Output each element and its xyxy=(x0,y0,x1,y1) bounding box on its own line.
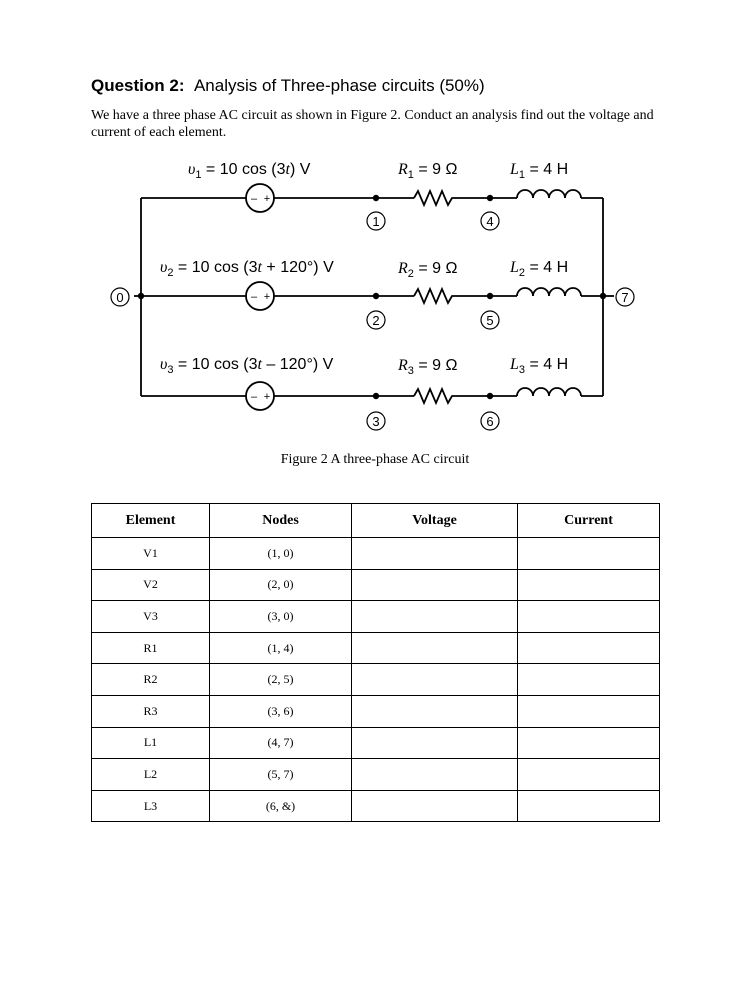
inductor-l3-label: $L_3 = 4$ H xyxy=(510,356,569,376)
resistor-r2 xyxy=(414,289,455,303)
current-cell[interactable] xyxy=(518,601,660,633)
resistor-r1-label: $R_1 = 9$ Ω xyxy=(398,161,458,181)
junction-dot xyxy=(487,293,493,299)
current-cell[interactable] xyxy=(518,538,660,570)
table-row xyxy=(92,601,660,633)
source-v2-label: $\upsilon_2 = 10$ cos (3t + 120°) V xyxy=(160,259,334,279)
nodes-cell: (3, 6) xyxy=(210,695,352,727)
nodes-cell: (2, 5) xyxy=(210,664,352,696)
question-number: Question 2: xyxy=(91,76,185,95)
node-2-label: 2 xyxy=(372,313,380,328)
element-cell: R2 xyxy=(92,664,210,696)
junction-dot xyxy=(487,393,493,399)
column-header-current: Current xyxy=(518,504,660,538)
resistor-r3 xyxy=(414,389,455,403)
current-cell[interactable] xyxy=(518,759,660,791)
element-cell: V2 xyxy=(92,569,210,601)
inductor-l2-label: $L_2 = 4$ H xyxy=(510,259,569,279)
inductor-l2 xyxy=(517,288,581,296)
polarity-plus: + xyxy=(263,193,271,205)
junction-dot xyxy=(138,293,144,299)
question-intro: We have a three phase AC circuit as shown in Figure 2. Conduct an analysis find out the voltage and current of each element. xyxy=(91,108,654,140)
nodes-cell: (3, 0) xyxy=(210,601,352,633)
node-3-label: 3 xyxy=(372,414,380,429)
polarity-minus: – xyxy=(250,193,258,205)
figure-caption: Figure 2 A three-phase AC circuit xyxy=(280,452,470,467)
column-header-element: Element xyxy=(92,504,210,538)
current-cell[interactable] xyxy=(518,664,660,696)
table-row xyxy=(92,538,660,570)
question-title: Analysis of Three-phase circuits (50%) xyxy=(193,76,485,95)
element-cell: L3 xyxy=(92,790,210,822)
polarity-minus: – xyxy=(250,291,258,303)
nodes-cell: (4, 7) xyxy=(210,727,352,759)
resistor-r3-label: $R_3 = 9$ Ω xyxy=(398,357,458,377)
table-row xyxy=(92,569,660,601)
element-cell: V3 xyxy=(92,601,210,633)
current-cell[interactable] xyxy=(518,790,660,822)
resistor-r2-label: $R_2 = 9$ Ω xyxy=(398,260,458,280)
current-cell[interactable] xyxy=(518,569,660,601)
column-header-nodes: Nodes xyxy=(210,504,352,538)
nodes-cell: (1, 4) xyxy=(210,632,352,664)
table-row xyxy=(92,759,660,791)
junction-dot xyxy=(373,195,379,201)
voltage-cell[interactable] xyxy=(352,569,518,601)
node-7-label: 7 xyxy=(621,290,629,305)
node-0-label: 0 xyxy=(116,290,124,305)
table-row xyxy=(92,632,660,664)
three-phase-circuit-diagram xyxy=(0,0,750,450)
junction-dot xyxy=(373,393,379,399)
element-cell: R3 xyxy=(92,695,210,727)
element-analysis-table xyxy=(91,503,660,822)
column-header-voltage: Voltage xyxy=(352,504,518,538)
element-cell: L1 xyxy=(92,727,210,759)
resistor-r1 xyxy=(414,191,455,205)
current-cell[interactable] xyxy=(518,632,660,664)
voltage-cell[interactable] xyxy=(352,759,518,791)
node-4-label: 4 xyxy=(486,214,494,229)
nodes-cell: (1, 0) xyxy=(210,538,352,570)
voltage-cell[interactable] xyxy=(352,538,518,570)
voltage-cell[interactable] xyxy=(352,601,518,633)
nodes-cell: (5, 7) xyxy=(210,759,352,791)
element-cell: V1 xyxy=(92,538,210,570)
node-6-label: 6 xyxy=(486,414,494,429)
current-cell[interactable] xyxy=(518,727,660,759)
table-row xyxy=(92,695,660,727)
table-header-row xyxy=(92,504,660,538)
inductor-l1 xyxy=(517,190,581,198)
voltage-cell[interactable] xyxy=(352,632,518,664)
inductor-l1-label: $L_1 = 4$ H xyxy=(510,161,569,181)
element-cell: R1 xyxy=(92,632,210,664)
node-1-label: 1 xyxy=(372,214,380,229)
voltage-cell[interactable] xyxy=(352,664,518,696)
table-row xyxy=(92,727,660,759)
junction-dot xyxy=(600,293,606,299)
polarity-minus: – xyxy=(250,391,258,403)
table-row xyxy=(92,790,660,822)
source-v3-label: $\upsilon_3 = 10$ cos (3t – 120°) V xyxy=(160,356,334,376)
table-row xyxy=(92,664,660,696)
current-cell[interactable] xyxy=(518,695,660,727)
polarity-plus: + xyxy=(263,291,271,303)
node-5-label: 5 xyxy=(486,313,494,328)
source-v1-label: $\upsilon_1 = 10$ cos (3t) V xyxy=(188,161,311,181)
voltage-cell[interactable] xyxy=(352,727,518,759)
nodes-cell: (2, 0) xyxy=(210,569,352,601)
voltage-cell[interactable] xyxy=(352,695,518,727)
element-cell: L2 xyxy=(92,759,210,791)
junction-dot xyxy=(487,195,493,201)
polarity-plus: + xyxy=(263,391,271,403)
voltage-cell[interactable] xyxy=(352,790,518,822)
junction-dot xyxy=(373,293,379,299)
inductor-l3 xyxy=(517,388,581,396)
nodes-cell: (6, &) xyxy=(210,790,352,822)
